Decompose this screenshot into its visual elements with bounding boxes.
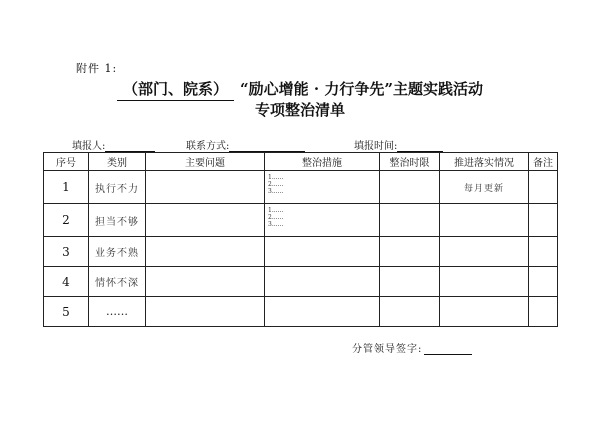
signature-field <box>352 340 472 355</box>
row-number: 5 <box>44 297 89 327</box>
row-problem <box>146 171 265 204</box>
row-progress <box>440 204 529 237</box>
filler-blank <box>105 140 155 152</box>
table-row <box>44 171 558 204</box>
row-problem <box>146 267 265 297</box>
table-row <box>44 237 558 267</box>
row-measures <box>265 297 380 327</box>
measure-step: 2...... <box>268 181 284 188</box>
header-remarks: 备注 <box>529 153 558 171</box>
table-row <box>44 204 558 237</box>
document-title <box>0 78 600 101</box>
measure-step: 3...... <box>268 221 284 228</box>
measure-step: 2...... <box>268 214 284 221</box>
row-number: 1 <box>44 171 89 204</box>
measure-step: 1...... <box>268 207 284 214</box>
row-category: 业务不熟 <box>89 237 146 267</box>
row-deadline <box>380 204 440 237</box>
row-number: 3 <box>44 237 89 267</box>
time-blank <box>397 140 443 152</box>
row-remarks <box>529 171 558 204</box>
row-remarks <box>529 267 558 297</box>
row-problem <box>146 204 265 237</box>
row-category: …… <box>89 297 146 327</box>
header-category: 类别 <box>89 153 146 171</box>
row-progress <box>440 237 529 267</box>
department-blank: （部门、院系） <box>117 78 234 101</box>
row-progress <box>440 267 529 297</box>
header-no: 序号 <box>44 153 89 171</box>
table-row <box>44 297 558 327</box>
attachment-label: 附件 1: <box>76 62 118 75</box>
row-measures <box>265 171 380 204</box>
row-category: 担当不够 <box>89 204 146 237</box>
table-row <box>44 267 558 297</box>
signature-label: 分管领导签字: <box>352 344 423 355</box>
time-label: 填报时间: <box>354 141 398 152</box>
row-measures <box>265 204 380 237</box>
row-number: 2 <box>44 204 89 237</box>
row-number: 4 <box>44 267 89 297</box>
header-problem: 主要问题 <box>146 153 265 171</box>
row-deadline <box>380 297 440 327</box>
header-progress: 推进落实情况 <box>440 153 529 171</box>
row-deadline <box>380 171 440 204</box>
document-subtitle: 专项整治清单 <box>254 101 345 119</box>
row-remarks <box>529 237 558 267</box>
row-category: 情怀不深 <box>89 267 146 297</box>
row-progress <box>440 297 529 327</box>
row-measures <box>265 237 380 267</box>
header-measures: 整治措施 <box>265 153 380 171</box>
contact-label: 联系方式: <box>186 141 230 152</box>
row-deadline <box>380 267 440 297</box>
row-deadline <box>380 237 440 267</box>
row-problem <box>146 297 265 327</box>
title-text: “励心增能 · 力行争先”主题实践活动 <box>240 80 483 98</box>
row-remarks <box>529 297 558 327</box>
table-header-row <box>44 153 558 171</box>
filler-label: 填报人: <box>72 141 106 152</box>
row-problem <box>146 237 265 267</box>
contact-field <box>186 137 305 152</box>
measure-step: 3...... <box>268 188 284 195</box>
rectification-table <box>43 152 558 327</box>
filler-field <box>72 137 155 152</box>
measure-step: 1...... <box>268 174 284 181</box>
header-deadline: 整治时限 <box>380 153 440 171</box>
row-progress: 每月更新 <box>440 171 529 204</box>
signature-blank <box>424 343 472 355</box>
row-category: 执行不力 <box>89 171 146 204</box>
row-remarks <box>529 204 558 237</box>
row-measures <box>265 267 380 297</box>
contact-blank <box>229 140 305 152</box>
time-field <box>354 137 443 152</box>
